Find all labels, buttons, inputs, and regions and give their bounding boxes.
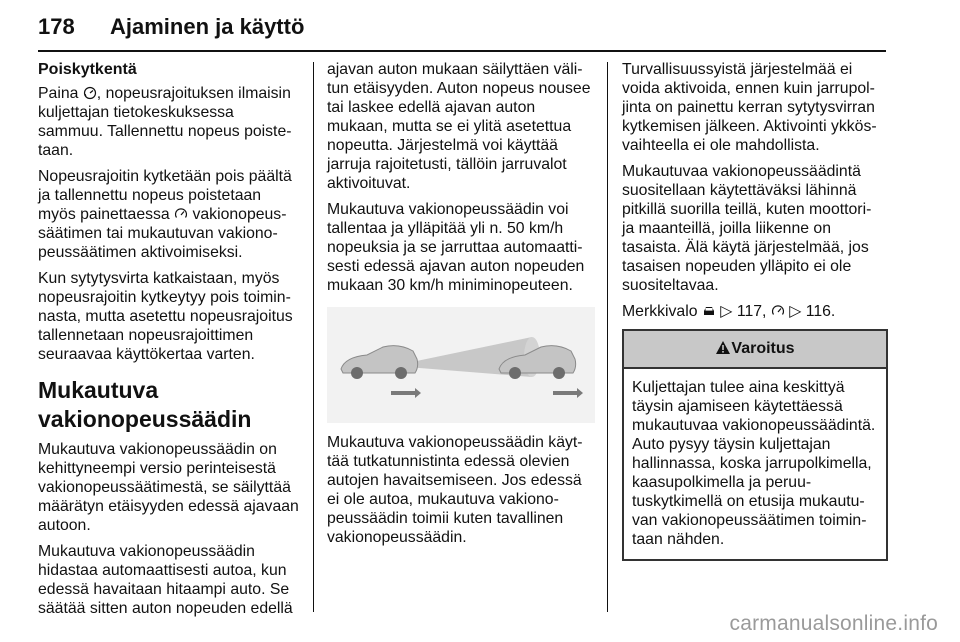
speed-limiter-icon (83, 85, 97, 101)
page-header (38, 14, 886, 52)
paragraph: Merkkivalo ▷ 117, ▷ 116. (622, 303, 836, 320)
section-heading-poiskytkenta: Poiskytkentä (38, 61, 137, 78)
radar-illustration (327, 307, 595, 423)
warning-header: Varoitus (624, 331, 886, 369)
page-number: 178 (38, 14, 75, 39)
column-divider-2 (607, 62, 608, 612)
cruise-control-icon (174, 206, 188, 223)
warning-icon (715, 340, 731, 357)
paragraph: Paina , nopeusrajoituksen ilmaisin kuljettajan tietokeskuksessa sammuu. Tallennettu nopeus poistetaan. (38, 85, 292, 159)
paragraph: Turvallisuussyistä järjestelmää ei voida aktivoida, ennen kuin jarrupoljinta on painettu kerran sytytysvirran kytkemisen jälkeen. Aktivointi ykkösvaihteella ei ole mahdollista. (622, 61, 877, 154)
page-reference-icon: ▷ (789, 303, 802, 320)
watermark: carmanualsonline.info (729, 612, 938, 635)
section-heading-mukautuva: Mukautuva vakionopeussäädin (38, 377, 252, 432)
column-divider-1 (313, 62, 314, 612)
paragraph: Nopeusrajoitin kytketään pois päältä ja tallennettu nopeus poistetaan myös painettaessa vakionopeussäätimen tai mukautuvan vakionopeussäätimen aktivoimiseksi. (38, 168, 292, 261)
column-2 (327, 60, 597, 554)
chapter-title: Ajaminen ja käyttö (110, 14, 305, 39)
page-reference-icon: ▷ (720, 303, 733, 320)
warning-text: Kuljettajan tulee aina keskittyä täysin ajamiseen käytettäessä mukautuvaa vakionopeussäädintä. Auto pysyy täysin kuljettajan hallinnassa, koska jarrupolkimella, kaasupolkimella ja peruutuskytkimellä on etusija mukautuvan vakionopeussäätimen toimintaan nähden. (632, 379, 876, 548)
paragraph: Mukautuvaa vakionopeussäädintä suositellaan käytettäväksi lähinnä pitkillä suorilla teillä, kuten moottori- ja maanteillä, joilla liikenne on tasaista. Älä käytä järjestelmää, jos tasaisen nopeuden ylläpito ei ole suositeltavaa. (622, 163, 872, 294)
column-1 (38, 60, 300, 625)
paragraph: Mukautuva vakionopeussäädin hidastaa automaattisesti autoa, kun edessä havaitaan hitaampi auto. Se säätää sitten auton nopeuden edellä (38, 543, 293, 617)
paragraph: Mukautuva vakionopeussäädin käyttää tutkatunnistinta edessä olevien autojen havaitsemiseen. Jos edessä ei ole autoa, mukautuva vakionopeussäädin toimii kuten tavallinen vakionopeussäädin. (327, 434, 583, 546)
paragraph: Kun sytytysvirta katkaistaan, myös nopeusrajoitin kytkeytyy pois toiminnasta, mutta asetettu nopeusrajoitus tallennetaan nopeusrajoittimen seuraavaa käyttökertaa varten. (38, 270, 293, 363)
cruise-control-icon (771, 303, 785, 320)
paragraph: ajavan auton mukaan säilyttäen välitun etäisyyden. Auton nopeus nousee tai laskee edellä ajavan auton mukaan, mutta se ei ylitä asetettua nopeutta. Järjestelmä voi käyttää jarruja rajoitetusti, tällöin jarruvalot aktivoituvat. (327, 61, 591, 192)
paragraph: Mukautuva vakionopeussäädin on kehittyneempi versio perinteisestä vakionopeussäätimestä, se säilyttää määrätyn etäisyyden edessä ajavaan autoon. (38, 441, 299, 534)
column-3 (622, 60, 888, 561)
car-indicator-icon (702, 303, 716, 320)
paragraph: Mukautuva vakionopeussäädin voi tallentaa ja ylläpitää yli n. 50 km/h nopeuksia ja se jarruttaa automaattisesti edessä ajavan auton nopeuden mukaan 30 km/h miniminopeuteen. (327, 201, 585, 294)
warning-box (622, 329, 888, 561)
